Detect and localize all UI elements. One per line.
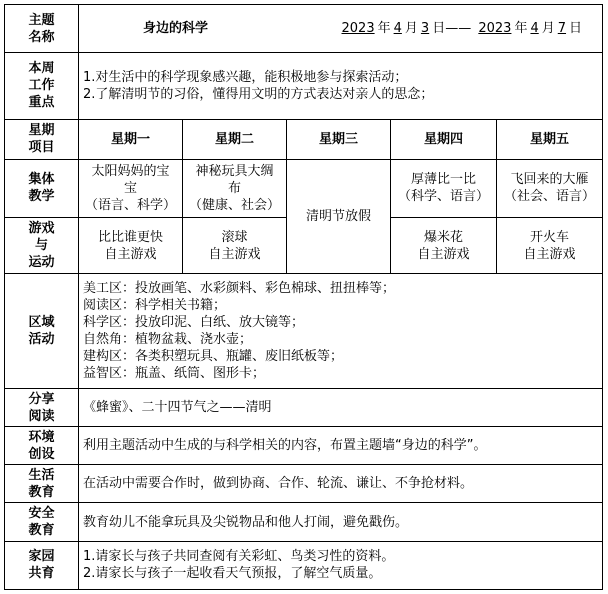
game-line: 开火车 — [530, 229, 570, 245]
regions-cell — [79, 274, 603, 389]
label-line: 工作 — [28, 78, 55, 94]
game-line: 自主游戏 — [208, 246, 261, 262]
game-friday — [497, 218, 603, 274]
label-line: 教学 — [28, 189, 55, 205]
label-line: 创设 — [28, 446, 55, 462]
focus-cell — [79, 53, 603, 119]
start-year: 2023 — [341, 21, 375, 37]
days-row — [5, 119, 603, 159]
life-label — [5, 465, 79, 503]
region-item: 建构区：各类积塑玩具、瓶罐、废旧纸板等； — [83, 349, 344, 365]
region-item: 科学区：投放印泥、白纸、放大镜等； — [83, 315, 305, 331]
focus-item: 1.对生活中的科学现象感兴趣，能积极地参与探索活动； — [83, 69, 408, 85]
game-line: 爆米花 — [423, 229, 463, 245]
label-line: 家园 — [28, 549, 55, 565]
label-line: 与 — [34, 238, 48, 254]
environment-row — [5, 427, 603, 465]
game-line: 比比谁更快 — [97, 229, 163, 245]
end-day: 7 — [557, 21, 567, 37]
teaching-line: 太阳妈妈的宝 — [91, 163, 170, 179]
teaching-line: 厚薄比一比 — [410, 172, 476, 188]
label-line: 星期 — [28, 123, 55, 139]
month-char: 月 — [404, 21, 418, 37]
label-line: 生活 — [28, 467, 55, 483]
year-char: 年 — [514, 21, 528, 37]
focus-label — [5, 53, 79, 119]
end-month: 4 — [530, 21, 539, 37]
year-char: 年 — [377, 21, 391, 37]
life-row — [5, 465, 603, 503]
start-month: 4 — [393, 21, 402, 37]
teaching-line: （健康、社会） — [188, 197, 280, 213]
teaching-line: （科学、语言） — [397, 189, 489, 205]
label-line: 项目 — [28, 140, 55, 156]
games-label — [5, 218, 79, 274]
start-day: 3 — [420, 21, 430, 37]
reading-row — [5, 388, 603, 426]
group-teaching-row — [5, 159, 603, 217]
label-line: 共育 — [28, 566, 55, 582]
game-line: 自主游戏 — [523, 246, 576, 262]
teaching-friday — [497, 159, 603, 217]
label-line: 教育 — [28, 484, 55, 500]
day-header-friday: 星期五 — [497, 119, 603, 159]
family-item: 2.请家长与孩子一起收看天气预报，了解空气质量。 — [83, 566, 382, 582]
environment-cell: 利用主题活动中生成的与科学相关的内容，布置主题墙“身边的科学”。 — [79, 427, 603, 465]
theme-title: 身边的科学 — [143, 21, 209, 37]
game-thursday — [391, 218, 497, 274]
region-item: 益智区：瓶盖、纸筒、图形卡； — [83, 366, 266, 382]
label-line: 活动 — [28, 332, 55, 348]
game-tuesday — [183, 218, 287, 274]
day-char: 日 — [432, 21, 446, 37]
month-char: 月 — [541, 21, 555, 37]
label-line: 区域 — [28, 315, 55, 331]
region-item: 阅读区：科学相关书籍； — [83, 298, 227, 314]
reading-label — [5, 388, 79, 426]
game-line: 自主游戏 — [104, 246, 157, 262]
theme-label — [5, 5, 79, 53]
safety-row — [5, 503, 603, 541]
theme-row — [5, 5, 603, 53]
label-line: 重点 — [28, 95, 55, 111]
family-row — [5, 541, 603, 589]
end-year: 2023 — [478, 21, 512, 37]
label-line: 教育 — [28, 523, 55, 539]
regions-row — [5, 274, 603, 389]
day-char: 日 — [569, 21, 583, 37]
group-teaching-label — [5, 159, 79, 217]
game-line: 滚球 — [221, 229, 248, 245]
day-header-tuesday: 星期二 — [183, 119, 287, 159]
teaching-monday — [79, 159, 183, 217]
safety-label — [5, 503, 79, 541]
teaching-line: 布 — [227, 180, 241, 196]
region-item: 美工区：投放画笔、水彩颜料、彩色棉球、扭扭棒等； — [83, 281, 396, 297]
date-range — [339, 20, 583, 37]
teaching-line: （语言、科学） — [84, 197, 176, 213]
days-label — [5, 119, 79, 159]
teaching-thursday — [391, 159, 497, 217]
regions-label — [5, 274, 79, 389]
life-cell: 在活动中需要合作时，做到协商、合作、轮流、谦让、不争抢材料。 — [79, 465, 603, 503]
focus-item: 2.了解清明节的习俗，懂得用文明的方式表达对亲人的思念； — [83, 86, 434, 102]
date-dash: —— — [445, 21, 472, 37]
label-line: 游戏 — [28, 221, 55, 237]
day-header-wednesday: 星期三 — [287, 119, 391, 159]
label-line: 集体 — [28, 172, 55, 188]
wednesday-holiday: 清明节放假 — [287, 159, 391, 274]
focus-row — [5, 53, 603, 119]
label-line: 阅读 — [28, 408, 55, 424]
label-line: 本周 — [28, 61, 55, 77]
teaching-line: （社会、语言） — [504, 189, 596, 205]
environment-label — [5, 427, 79, 465]
label-line: 运动 — [28, 255, 55, 271]
family-label — [5, 541, 79, 589]
label-line: 安全 — [28, 506, 55, 522]
family-cell — [79, 541, 603, 589]
region-item: 自然角：植物盆栽、浇水壶； — [83, 332, 253, 348]
teaching-line: 神秘玩具大绸 — [195, 163, 274, 179]
teaching-line: 宝 — [123, 180, 137, 196]
day-header-thursday: 星期四 — [391, 119, 497, 159]
label-line: 分享 — [28, 391, 55, 407]
label-line: 名称 — [28, 29, 55, 45]
teaching-line: 飞回来的大雁 — [510, 172, 589, 188]
game-monday — [79, 218, 183, 274]
safety-cell: 教育幼儿不能拿玩具及尖锐物品和他人打闹，避免戳伤。 — [79, 503, 603, 541]
reading-cell: 《蜂蜜》、二十四节气之——清明 — [79, 388, 603, 426]
day-header-monday: 星期一 — [79, 119, 183, 159]
label-line: 主题 — [28, 12, 55, 28]
teaching-tuesday — [183, 159, 287, 217]
game-line: 自主游戏 — [417, 246, 470, 262]
label-line: 环境 — [28, 429, 55, 445]
weekly-plan-table — [4, 4, 603, 590]
theme-cell — [79, 5, 603, 53]
family-item: 1.请家长与孩子共同查阅有关彩虹、鸟类习性的资料。 — [83, 549, 395, 565]
